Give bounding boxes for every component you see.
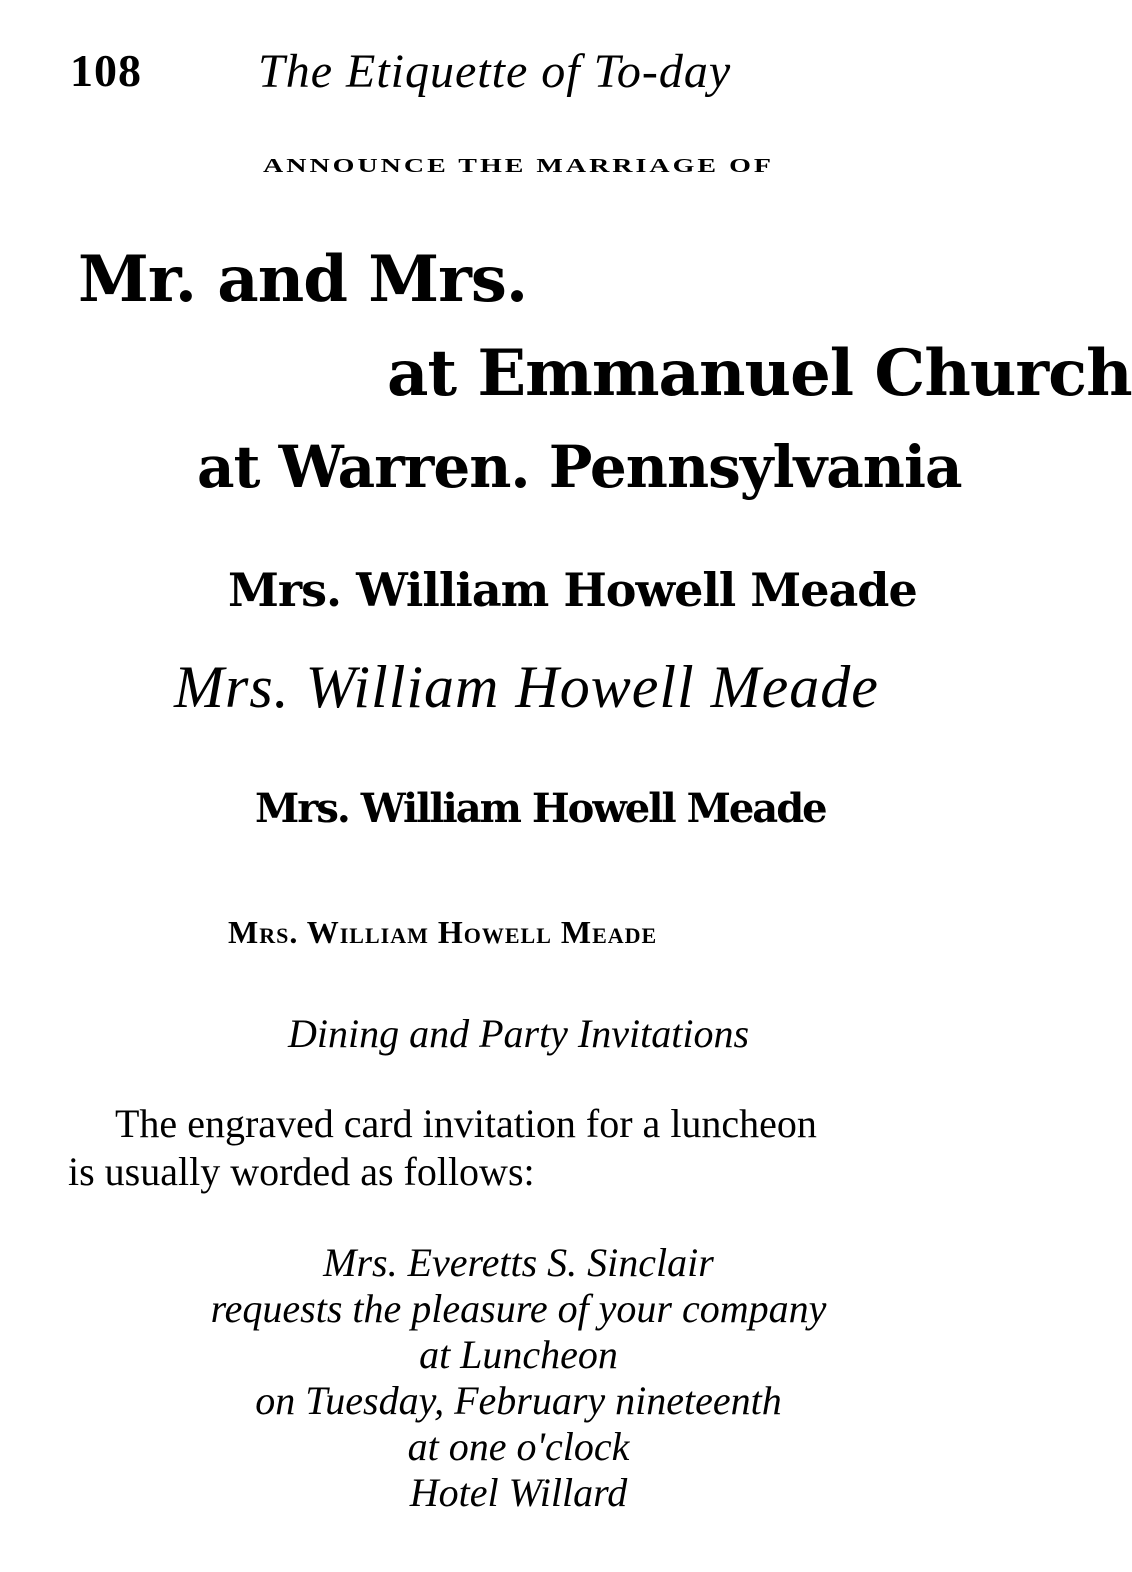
invitation-line: at one o'clock <box>407 1424 630 1469</box>
body-paragraph <box>68 1100 978 1196</box>
invitation-line: requests the pleasure of your company <box>210 1286 827 1331</box>
invitation-line: Hotel Willard <box>409 1470 628 1515</box>
specimen-name-style-3: Mrs. William Howell Meade <box>255 785 826 832</box>
specimen-announce: ANNOUNCE THE MARRIAGE OF <box>263 154 774 177</box>
specimen-name-style-2: Mrs. William Howell Meade <box>174 654 879 720</box>
sample-invitation <box>0 1240 1037 1516</box>
section-heading: Dining and Party Invitations <box>287 1011 750 1056</box>
specimen-warren: at Warren. Pennsylvania <box>197 433 962 501</box>
invitation-line: on Tuesday, February nineteenth <box>255 1378 782 1423</box>
specimen-name-style-1: Mrs. William Howell Meade <box>228 563 917 617</box>
specimen-church: at Emmanuel Church <box>387 336 1132 411</box>
invitation-line: Mrs. Everetts S. Sinclair <box>323 1240 714 1285</box>
specimen-mr-and-mrs: Mr. and Mrs. <box>78 242 528 317</box>
invitation-line: at Luncheon <box>419 1332 618 1377</box>
running-title: The Etiquette of To-day <box>258 45 732 98</box>
specimen-name-style-4: Mrs. William Howell Meade <box>228 914 658 950</box>
page-number: 108 <box>70 45 142 96</box>
paragraph-line: is usually worded as follows: <box>68 1149 535 1194</box>
paragraph-line: The engraved card invitation for a luncheon <box>115 1101 817 1146</box>
